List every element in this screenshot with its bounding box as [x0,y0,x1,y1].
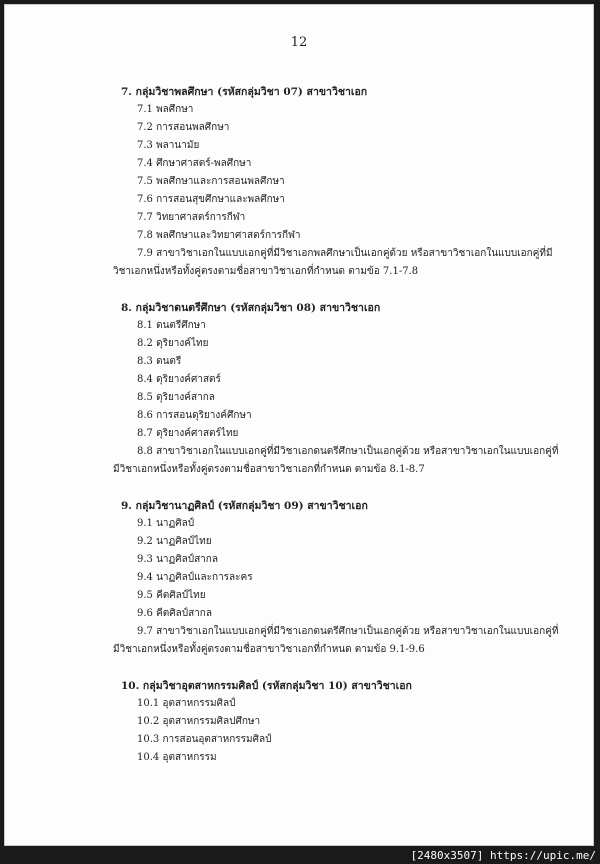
section-note: 8.8 สาขาวิชาเอกในแบบเอกคู่ที่มีวิชาเอกดนตรีศึกษาเป็นเอกคู่ด้วย หรือสาขาวิชาเอกในแบบเอกคู่ที่ [137,446,559,457]
section-industrial-arts [117,677,569,767]
list-item: 7.4 ศึกษาศาสตร์-พลศึกษา [137,158,252,169]
list-item: 8.3 ดนตรี [137,356,182,367]
list-item: 7.6 การสอนสุขศึกษาและพลศึกษา [137,194,285,205]
list-item: 7.5 พลศึกษาและการสอนพลศึกษา [137,176,285,187]
list-item: 8.5 ดุริยางค์สากล [137,392,215,403]
section-heading: 8. กลุ่มวิชาดนตรีศึกษา (รหัสกลุ่มวิชา 08) สาขาวิชาเอก [121,302,381,314]
list-item: 8.6 การสอนดุริยางค์ศึกษา [137,410,252,421]
section-heading: 7. กลุ่มวิชาพลศึกษา (รหัสกลุ่มวิชา 07) สาขาวิชาเอก [121,86,368,98]
list-item: 9.2 นาฏศิลป์ไทย [137,536,212,547]
section-dramatic-arts [113,497,569,659]
list-item: 9.5 คีตศิลป์ไทย [137,590,206,601]
section-note: 9.7 สาขาวิชาเอกในแบบเอกคู่ที่มีวิชาเอกดนตรีศึกษาเป็นเอกคู่ด้วย หรือสาขาวิชาเอกในแบบเอกคู่ที่ [137,626,559,637]
list-item: 9.1 นาฏศิลป์ [137,518,195,529]
list-item: 8.4 ดุริยางค์ศาสตร์ [137,374,221,385]
list-item: 7.1 พลศึกษา [137,104,194,115]
list-item: 9.6 คีตศิลป์สากล [137,608,212,619]
major-list [117,515,569,623]
section-heading: 9. กลุ่มวิชานาฏศิลป์ (รหัสกลุ่มวิชา 09) สาขาวิชาเอก [121,500,368,512]
document-page [4,4,594,846]
page-number: 12 [290,35,308,50]
list-item: 7.3 พลานามัย [137,140,200,151]
list-item: 10.2 อุตสาหกรรมศิลปศึกษา [137,716,261,727]
section-note-continued: มีวิชาเอกหนึ่งหรือทั้งคู่ตรงตามชื่อสาขาวิชาเอกที่กำหนด ตามข้อ 8.1-8.7 [113,464,425,475]
list-item: 10.4 อุตสาหกรรม [137,752,217,763]
section-physical-education [113,83,569,281]
list-item: 8.7 ดุริยางค์ศาสตร์ไทย [137,428,239,439]
section-note-continued: วิชาเอกหนึ่งหรือทั้งคู่ตรงตามชื่อสาขาวิชาเอกที่กำหนด ตามข้อ 7.1-7.8 [113,266,419,277]
major-list [117,695,569,767]
image-watermark: [2480x3507] https://upic.me/ [410,849,596,862]
list-item: 8.2 ดุริยางค์ไทย [137,338,209,349]
list-item: 10.3 การสอนอุตสาหกรรมศิลป์ [137,734,272,745]
section-note-continued: มีวิชาเอกหนึ่งหรือทั้งคู่ตรงตามชื่อสาขาวิชาเอกที่กำหนด ตามข้อ 9.1-9.6 [113,644,425,655]
list-item: 7.8 พลศึกษาและวิทยาศาสตร์การกีฬา [137,230,301,241]
document-body [113,83,569,785]
list-item: 7.2 การสอนพลศึกษา [137,122,230,133]
major-list [117,101,569,245]
list-item: 8.1 ดนตรีศึกษา [137,320,206,331]
list-item: 10.1 อุตสาหกรรมศิลป์ [137,698,236,709]
section-heading: 10. กลุ่มวิชาอุตสาหกรรมศิลป์ (รหัสกลุ่มวิชา 10) สาขาวิชาเอก [121,680,412,692]
list-item: 7.7 วิทยาศาสตร์การกีฬา [137,212,246,223]
section-note: 7.9 สาขาวิชาเอกในแบบเอกคู่ที่มีวิชาเอกพลศึกษาเป็นเอกคู่ด้วย หรือสาขาวิชาเอกในแบบเอกคู่ที่มี [137,248,553,259]
section-music-education [113,299,569,479]
major-list [117,317,569,443]
list-item: 9.4 นาฏศิลป์และการละคร [137,572,253,583]
list-item: 9.3 นาฏศิลป์สากล [137,554,218,565]
